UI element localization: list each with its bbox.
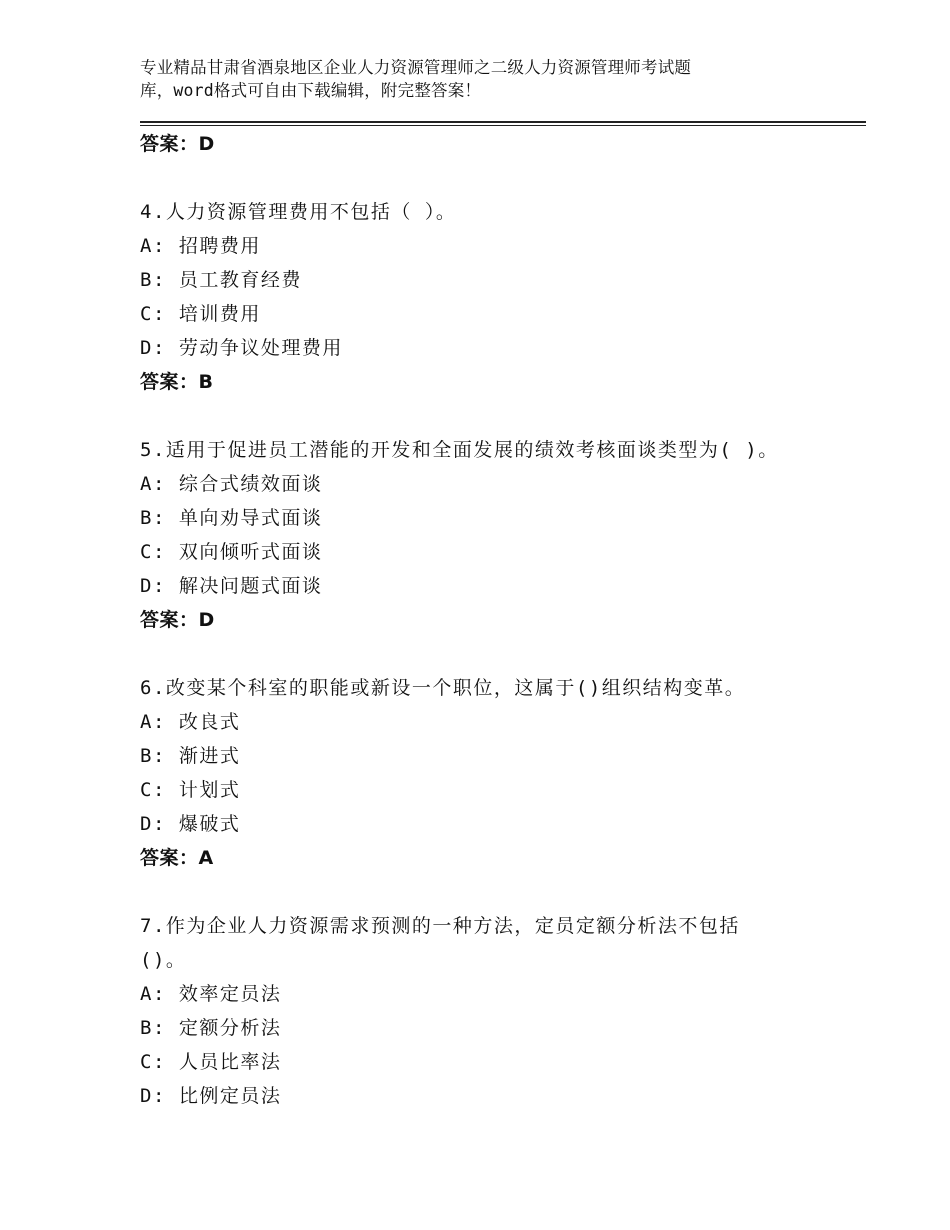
question-list [140, 127, 830, 1113]
option-a: A: 综合式绩效面谈 [140, 473, 323, 495]
question-6 [140, 671, 830, 875]
option-c: C: 双向倾听式面谈 [140, 541, 323, 563]
option-b: B: 定额分析法 [140, 1017, 282, 1039]
header-divider [140, 121, 866, 126]
option-a: A: 招聘费用 [140, 235, 261, 257]
answer: 答案：D [140, 609, 215, 631]
option-d: D: 比例定员法 [140, 1085, 282, 1107]
previous-answer: 答案：D [140, 133, 215, 155]
option-b: B: 单向劝导式面谈 [140, 507, 323, 529]
question-4 [140, 195, 830, 399]
option-b: B: 渐进式 [140, 745, 241, 767]
option-c: C: 培训费用 [140, 303, 261, 325]
question-text: 4.人力资源管理费用不包括（ ）。 [140, 201, 457, 223]
option-c: C: 人员比率法 [140, 1051, 282, 1073]
option-d: D: 劳动争议处理费用 [140, 337, 343, 359]
question-5 [140, 433, 830, 637]
option-d: D: 解决问题式面谈 [140, 575, 323, 597]
answer: 答案：A [140, 847, 214, 869]
question-text: 6.改变某个科室的职能或新设一个职位，这属于()组织结构变革。 [140, 677, 746, 699]
page-header [140, 56, 780, 102]
option-a: A: 改良式 [140, 711, 241, 733]
question-text: 5.适用于促进员工潜能的开发和全面发展的绩效考核面谈类型为( )。 [140, 439, 779, 461]
header-title-line-2: 库，word格式可自由下载编辑，附完整答案！ [140, 81, 482, 100]
question-7 [140, 909, 830, 1113]
option-b: B: 员工教育经费 [140, 269, 302, 291]
answer: 答案：B [140, 371, 214, 393]
question-text-line-2: ()。 [140, 949, 187, 971]
option-c: C: 计划式 [140, 779, 241, 801]
question-text-line-1: 7.作为企业人力资源需求预测的一种方法，定员定额分析法不包括 [140, 915, 740, 937]
header-title-line-1: 专业精品甘肃省酒泉地区企业人力资源管理师之二级人力资源管理师考试题 [140, 58, 692, 77]
option-a: A: 效率定员法 [140, 983, 282, 1005]
option-d: D: 爆破式 [140, 813, 241, 835]
